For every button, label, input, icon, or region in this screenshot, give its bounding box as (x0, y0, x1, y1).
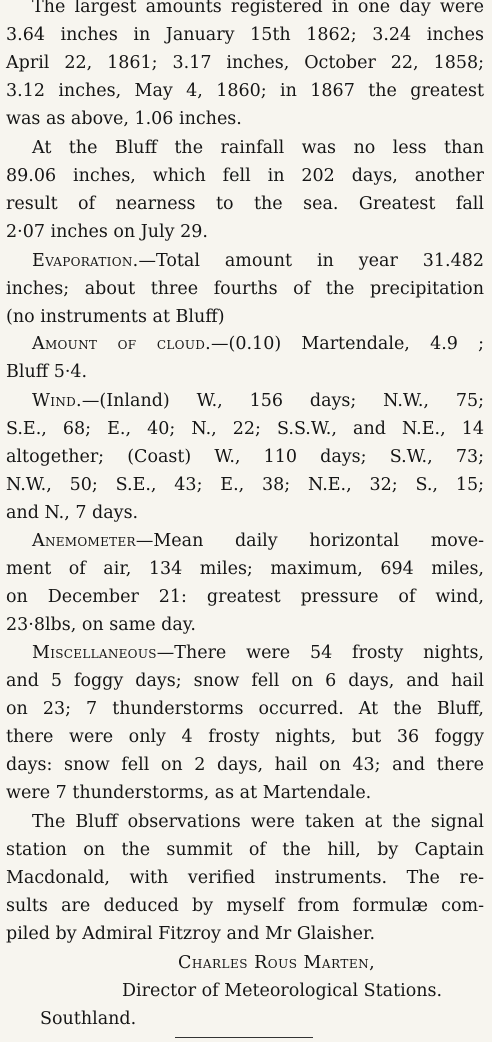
text-run: —(Inland) W., 156 days; N.W., 75; (81, 391, 484, 411)
text-line: (no instruments at Bluff) (6, 307, 225, 327)
text-line: S.E., 68; E., 40; N., 22; S.S.W., and N.E., 14 (6, 419, 484, 439)
text-run: —Mean daily horizontal move- (135, 531, 484, 551)
section-line-wind (32, 387, 484, 415)
text-line: was as above, 1.06 inches. (6, 109, 242, 129)
signature-place: Southland. (40, 1009, 137, 1029)
text-line: 23·8lbs, on same day. (6, 615, 196, 635)
text-line: on December 21: greatest pressure of wind, (6, 587, 484, 607)
signature-name: Charles Rous Marten, (178, 953, 376, 973)
text-line: The Bluff observations were taken at the signal (32, 812, 484, 832)
section-line-cloud (32, 330, 484, 358)
text-line: 2·07 inches on July 29. (6, 222, 208, 242)
text-run: —There were 54 frosty nights, (156, 643, 484, 663)
text-line: and N., 7 days. (6, 503, 139, 523)
text-line: days: snow fell on 2 days, hail on 43; and there (6, 755, 484, 775)
text-line: and 5 foggy days; snow fell on 6 days, and hail (6, 671, 484, 691)
text-line: ment of air, 134 miles; maximum, 694 miles, (6, 559, 484, 579)
closing-rule (175, 1037, 313, 1038)
text-line: Bluff 5·4. (6, 362, 88, 382)
text-line: altogether; (Coast) W., 110 days; S.W., 73; (6, 447, 484, 467)
text-line: April 22, 1861; 3.17 inches, October 22, 1858; (6, 53, 484, 73)
text-line: were 7 thunderstorms, as at Martendale. (6, 783, 372, 803)
text-line: 89.06 inches, which fell in 202 days, another (6, 166, 484, 186)
text-line: there were only 4 frosty nights, but 36 foggy (6, 727, 484, 747)
text-line: result of nearness to the sea. Greatest fall (6, 194, 484, 214)
text-line: sults are deduced by myself from formulæ com- (6, 896, 484, 916)
text-line: piled by Admiral Fitzroy and Mr Glaisher. (6, 924, 376, 944)
section-heading-wind: Wind. (32, 391, 82, 411)
section-line-anemometer (32, 527, 484, 555)
section-heading-anemometer: Anemometer (32, 531, 136, 551)
text-line: inches; about three fourths of the precipitation (6, 279, 484, 299)
section-heading-miscellaneous: Miscellaneous (32, 643, 157, 663)
text-line: station on the summit of the hill, by Captain (6, 840, 484, 860)
text-line: The largest amounts registered in one day were (32, 0, 484, 17)
text-line: 3.64 inches in January 15th 1862; 3.24 inches (6, 25, 484, 45)
text-line: 3.12 inches, May 4, 1860; in 1867 the greatest (6, 81, 484, 101)
section-line-miscellaneous (32, 639, 484, 667)
section-heading-cloud: Amount of cloud. (32, 334, 212, 354)
text-line: on 23; 7 thunderstorms occurred. At the Bluff, (6, 699, 484, 719)
section-line-evaporation (32, 247, 484, 275)
signature-title: Director of Meteorological Stations. (122, 981, 443, 1001)
text-line: Macdonald, with verified instruments. The re- (6, 868, 484, 888)
text-line: N.W., 50; S.E., 43; E., 38; N.E., 32; S., 15; (6, 475, 484, 495)
text-line: At the Bluff the rainfall was no less than (32, 138, 484, 158)
text-run: —(0.10) Martendale, 4.9 ; (211, 334, 484, 354)
text-run: —Total amount in year 31.482 (138, 251, 484, 271)
section-heading-evaporation: Evaporation. (32, 251, 139, 271)
